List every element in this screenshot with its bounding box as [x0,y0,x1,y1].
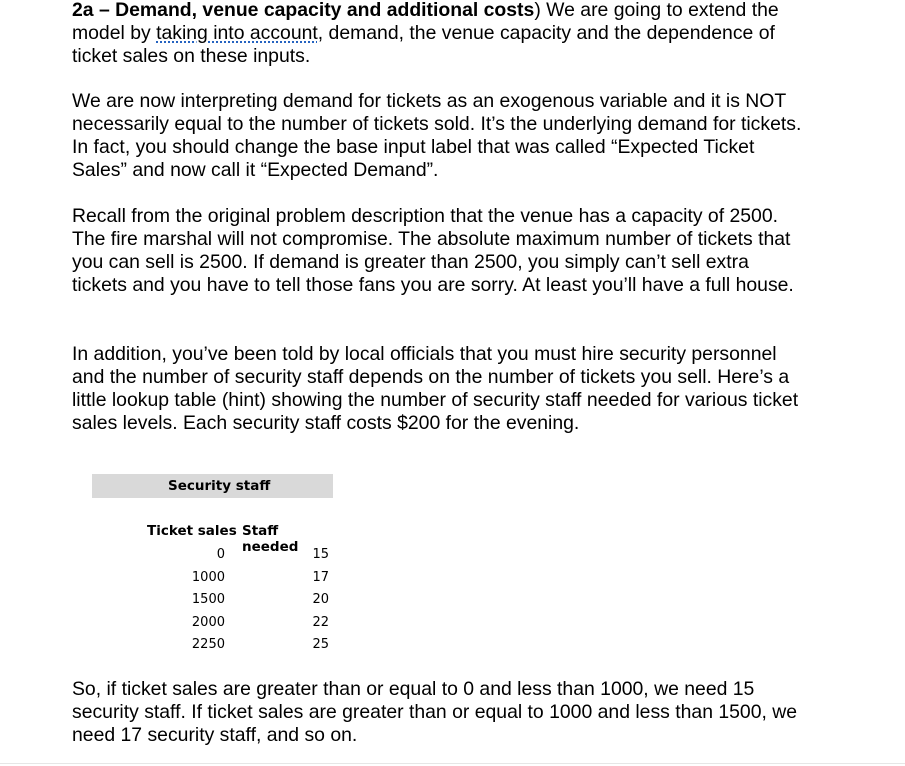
section-heading: 2a – Demand, venue capacity and additional costs [72,0,535,21]
table-row [92,546,333,569]
staff-needed-cell: 17 [312,569,329,585]
paragraph-capacity: Recall from the original problem description that the venue has a capacity of 2500. The fire marshal will not compromise. The absolute maximum number of tickets that you can sell is 2500. If demand is greater than 2500, you simply can’t sell extra tickets and you have to tell those fans you are sorry. At least you’ll have a full house. [72,205,794,296]
ticket-sales-cell: 1000 [191,569,225,585]
paragraph-demand: We are now interpreting demand for tickets as an exogenous variable and it is NOT necessarily equal to the number of tickets sold. It’s the underlying demand for tickets. In fact, you should change the base input label that was called “Expected Ticket Sales” and now call it “Expected Demand”. [72,90,802,181]
ticket-sales-cell: 0 [216,547,225,562]
column-header-ticket-sales: Ticket sales [147,523,237,539]
table-row [92,636,333,659]
staff-needed-cell: 20 [312,592,329,608]
table-row [92,591,333,614]
staff-needed-cell: 25 [312,637,329,653]
table-row [92,614,333,637]
column-header-staff-needed: Staff needed [242,523,299,555]
intro-text-a: ) We are going to extend the model by [72,0,779,44]
page-bottom-divider [0,763,905,764]
table-row [92,569,333,592]
staff-needed-cell: 15 [312,547,329,562]
ticket-sales-cell: 1500 [191,592,225,608]
grammar-flagged-phrase[interactable]: taking into account [156,22,318,44]
table-title: Security staff [168,478,271,494]
table-title-bar [92,474,333,498]
staff-needed-cell: 22 [312,614,329,630]
ticket-sales-cell: 2000 [191,614,225,630]
table-rows [92,546,333,659]
paragraph-lookup-explanation: So, if ticket sales are greater than or equal to 0 and less than 1000, we need 15 security staff. If ticket sales are greater than or equal to 1000 and less than 1500, we need 17 security staff, and so on. [72,678,798,746]
ticket-sales-cell: 2250 [191,637,225,653]
paragraph-security: In addition, you’ve been told by local officials that you must hire security personnel and the number of security staff depends on the number of tickets you sell. Here’s a little lookup table (hint) showing the number of security staff needed for various ticket sales levels. Each security staff costs $200 for the evening. [72,343,799,434]
paragraph-intro [72,0,802,68]
intro-text-b: , demand, the venue capacity and the dependence of ticket sales on these inputs. [72,22,775,67]
